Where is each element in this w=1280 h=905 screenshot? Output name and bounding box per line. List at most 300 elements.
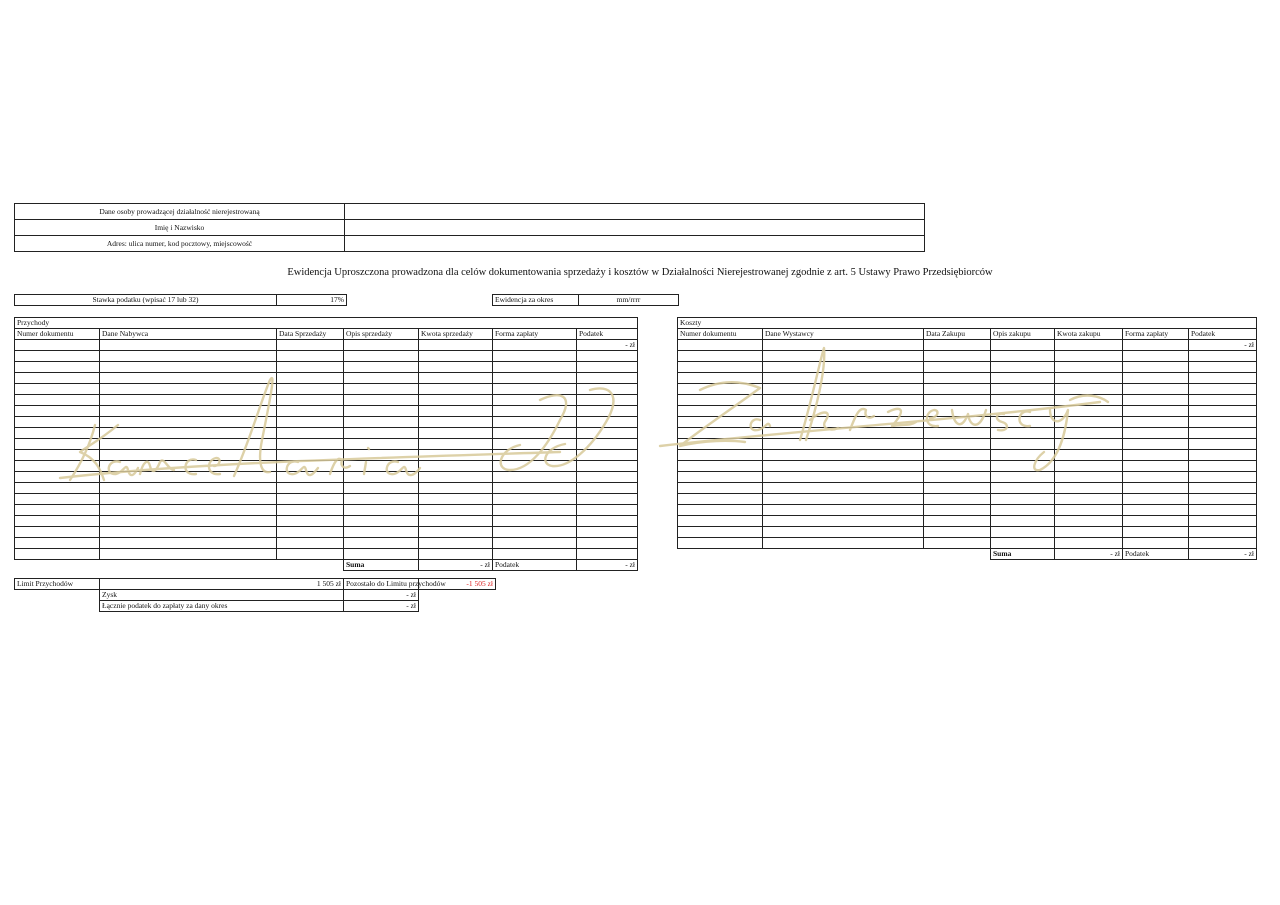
- table-cell[interactable]: [100, 373, 277, 384]
- table-cell[interactable]: [277, 494, 344, 505]
- table-cell[interactable]: [100, 395, 277, 406]
- table-cell[interactable]: [1189, 384, 1257, 395]
- table-cell[interactable]: [924, 461, 991, 472]
- table-cell[interactable]: [15, 428, 100, 439]
- table-cell[interactable]: [1123, 362, 1189, 373]
- table-cell[interactable]: [493, 406, 577, 417]
- table-cell[interactable]: [991, 538, 1055, 549]
- table-cell[interactable]: [924, 417, 991, 428]
- table-cell[interactable]: [344, 527, 419, 538]
- table-cell[interactable]: [1123, 439, 1189, 450]
- table-cell[interactable]: [763, 395, 924, 406]
- table-cell[interactable]: [100, 351, 277, 362]
- table-cell[interactable]: [344, 351, 419, 362]
- table-cell[interactable]: [493, 373, 577, 384]
- table-cell[interactable]: [991, 516, 1055, 527]
- table-cell[interactable]: [991, 395, 1055, 406]
- table-cell[interactable]: [1055, 362, 1123, 373]
- table-cell[interactable]: [678, 483, 763, 494]
- table-cell[interactable]: [277, 527, 344, 538]
- table-cell[interactable]: [678, 538, 763, 549]
- table-cell[interactable]: [678, 527, 763, 538]
- table-cell[interactable]: [577, 505, 638, 516]
- table-cell[interactable]: [991, 505, 1055, 516]
- table-cell[interactable]: [678, 505, 763, 516]
- table-cell[interactable]: [1123, 516, 1189, 527]
- table-cell[interactable]: [678, 406, 763, 417]
- table-cell[interactable]: [577, 373, 638, 384]
- table-cell[interactable]: [1123, 527, 1189, 538]
- table-cell[interactable]: [991, 439, 1055, 450]
- table-cell[interactable]: [1055, 505, 1123, 516]
- table-cell[interactable]: [344, 516, 419, 527]
- table-cell[interactable]: [1055, 450, 1123, 461]
- table-cell[interactable]: [493, 439, 577, 450]
- table-cell[interactable]: [1189, 494, 1257, 505]
- table-cell[interactable]: [344, 461, 419, 472]
- table-cell[interactable]: [100, 483, 277, 494]
- table-cell[interactable]: [1123, 395, 1189, 406]
- table-cell[interactable]: [577, 417, 638, 428]
- table-cell[interactable]: [493, 384, 577, 395]
- table-cell[interactable]: [763, 428, 924, 439]
- table-cell[interactable]: [15, 505, 100, 516]
- table-cell[interactable]: [1055, 472, 1123, 483]
- table-cell[interactable]: [678, 395, 763, 406]
- table-cell[interactable]: [419, 340, 493, 351]
- costs-col-header: Podatek: [1189, 329, 1257, 340]
- table-cell[interactable]: [678, 373, 763, 384]
- table-cell[interactable]: [1055, 406, 1123, 417]
- table-cell[interactable]: [1055, 494, 1123, 505]
- table-cell[interactable]: [277, 439, 344, 450]
- table-cell[interactable]: [15, 373, 100, 384]
- table-cell[interactable]: [344, 483, 419, 494]
- table-cell[interactable]: [100, 527, 277, 538]
- costs-row: [678, 384, 1257, 395]
- table-cell[interactable]: [924, 428, 991, 439]
- table-cell[interactable]: [100, 461, 277, 472]
- table-cell[interactable]: [763, 351, 924, 362]
- table-cell[interactable]: [1123, 351, 1189, 362]
- table-cell[interactable]: [924, 373, 991, 384]
- table-cell[interactable]: [344, 450, 419, 461]
- table-cell[interactable]: [763, 538, 924, 549]
- table-cell[interactable]: [577, 472, 638, 483]
- table-cell[interactable]: [577, 351, 638, 362]
- table-cell[interactable]: [577, 494, 638, 505]
- table-cell[interactable]: [493, 428, 577, 439]
- table-cell[interactable]: [419, 527, 493, 538]
- table-cell[interactable]: [344, 538, 419, 549]
- table-cell[interactable]: [100, 494, 277, 505]
- table-cell[interactable]: [344, 472, 419, 483]
- table-cell[interactable]: [1055, 538, 1123, 549]
- table-cell[interactable]: [493, 483, 577, 494]
- table-cell[interactable]: [678, 450, 763, 461]
- table-cell[interactable]: [493, 362, 577, 373]
- revenue-tax-label: Podatek: [493, 560, 577, 571]
- table-cell[interactable]: [493, 395, 577, 406]
- table-cell[interactable]: [763, 384, 924, 395]
- table-cell[interactable]: [1189, 373, 1257, 384]
- table-cell[interactable]: [924, 384, 991, 395]
- table-cell[interactable]: [1055, 527, 1123, 538]
- owner-info-field[interactable]: [345, 204, 925, 220]
- table-cell[interactable]: [577, 395, 638, 406]
- table-cell[interactable]: [1189, 428, 1257, 439]
- table-cell[interactable]: [678, 362, 763, 373]
- table-cell[interactable]: [924, 516, 991, 527]
- table-cell[interactable]: [277, 516, 344, 527]
- table-cell[interactable]: [991, 483, 1055, 494]
- costs-sum-value: - zł: [1055, 549, 1123, 560]
- table-cell[interactable]: [1189, 472, 1257, 483]
- costs-row: [678, 516, 1257, 527]
- table-cell[interactable]: [419, 505, 493, 516]
- owner-info-label: Dane osoby prowadzącej działalność nierejestrowaną: [15, 204, 345, 220]
- table-cell[interactable]: [763, 373, 924, 384]
- table-cell[interactable]: [678, 461, 763, 472]
- table-cell[interactable]: [419, 538, 493, 549]
- table-cell[interactable]: [344, 406, 419, 417]
- table-cell[interactable]: [15, 417, 100, 428]
- table-cell[interactable]: [1189, 439, 1257, 450]
- table-cell[interactable]: [763, 450, 924, 461]
- table-cell[interactable]: [100, 340, 277, 351]
- revenue-col-header: Podatek: [577, 329, 638, 340]
- table-cell[interactable]: [763, 527, 924, 538]
- table-cell[interactable]: [924, 362, 991, 373]
- table-cell[interactable]: [991, 384, 1055, 395]
- table-cell[interactable]: [493, 417, 577, 428]
- table-cell[interactable]: [577, 549, 638, 560]
- table-cell[interactable]: [277, 384, 344, 395]
- costs-header-row: [678, 329, 1257, 340]
- table-cell[interactable]: [277, 406, 344, 417]
- table-cell[interactable]: [1123, 406, 1189, 417]
- table-cell[interactable]: [763, 483, 924, 494]
- table-cell[interactable]: [419, 351, 493, 362]
- profit-label: Zysk: [100, 590, 344, 601]
- tax-rate-value[interactable]: 17%: [277, 295, 347, 306]
- table-cell[interactable]: [924, 450, 991, 461]
- table-cell[interactable]: [277, 483, 344, 494]
- costs-row: [678, 351, 1257, 362]
- table-cell[interactable]: [991, 461, 1055, 472]
- table-cell[interactable]: [577, 450, 638, 461]
- table-cell[interactable]: [577, 527, 638, 538]
- table-cell[interactable]: [419, 428, 493, 439]
- table-cell[interactable]: [1189, 516, 1257, 527]
- table-cell[interactable]: [419, 516, 493, 527]
- table-cell[interactable]: [419, 406, 493, 417]
- table-cell[interactable]: [1055, 516, 1123, 527]
- table-cell[interactable]: [1123, 340, 1189, 351]
- table-cell[interactable]: [277, 505, 344, 516]
- table-cell[interactable]: [1123, 461, 1189, 472]
- table-cell[interactable]: [15, 483, 100, 494]
- table-cell[interactable]: [344, 395, 419, 406]
- table-cell[interactable]: [419, 362, 493, 373]
- table-cell[interactable]: [277, 373, 344, 384]
- table-cell[interactable]: [419, 461, 493, 472]
- table-cell[interactable]: [924, 472, 991, 483]
- table-cell[interactable]: [991, 417, 1055, 428]
- table-cell[interactable]: [277, 450, 344, 461]
- owner-name-field[interactable]: [345, 220, 925, 236]
- table-cell[interactable]: [493, 527, 577, 538]
- table-cell[interactable]: [577, 362, 638, 373]
- table-cell[interactable]: [1055, 395, 1123, 406]
- table-cell[interactable]: [100, 406, 277, 417]
- table-cell[interactable]: [991, 406, 1055, 417]
- table-cell[interactable]: [419, 549, 493, 560]
- table-cell[interactable]: [1055, 439, 1123, 450]
- table-cell[interactable]: [678, 428, 763, 439]
- table-cell[interactable]: [15, 516, 100, 527]
- table-cell[interactable]: [763, 494, 924, 505]
- table-cell[interactable]: [1055, 461, 1123, 472]
- table-cell[interactable]: [577, 516, 638, 527]
- revenue-row: [15, 549, 638, 560]
- table-cell[interactable]: [1189, 417, 1257, 428]
- table-cell[interactable]: [344, 362, 419, 373]
- table-cell[interactable]: [763, 362, 924, 373]
- table-cell[interactable]: [419, 439, 493, 450]
- table-cell[interactable]: [678, 417, 763, 428]
- table-cell[interactable]: [678, 351, 763, 362]
- table-cell[interactable]: [277, 549, 344, 560]
- table-cell[interactable]: [991, 428, 1055, 439]
- table-cell[interactable]: [991, 340, 1055, 351]
- costs-row: [678, 538, 1257, 549]
- table-cell[interactable]: [991, 472, 1055, 483]
- table-cell[interactable]: [678, 494, 763, 505]
- table-cell[interactable]: [991, 351, 1055, 362]
- table-cell[interactable]: [344, 373, 419, 384]
- table-cell[interactable]: [991, 373, 1055, 384]
- table-cell[interactable]: [577, 538, 638, 549]
- table-cell[interactable]: [763, 505, 924, 516]
- table-cell[interactable]: [924, 483, 991, 494]
- table-cell[interactable]: [344, 428, 419, 439]
- table-cell[interactable]: [1189, 527, 1257, 538]
- table-cell[interactable]: [577, 384, 638, 395]
- costs-row: [678, 373, 1257, 384]
- table-cell[interactable]: [1123, 450, 1189, 461]
- table-cell[interactable]: [1189, 505, 1257, 516]
- table-cell[interactable]: [1123, 472, 1189, 483]
- total-tax-label: Łącznie podatek do zapłaty za dany okres: [100, 601, 344, 612]
- table-cell[interactable]: [15, 351, 100, 362]
- table-cell[interactable]: [763, 417, 924, 428]
- costs-row: [678, 362, 1257, 373]
- table-cell[interactable]: [1189, 395, 1257, 406]
- table-cell[interactable]: [493, 494, 577, 505]
- table-cell[interactable]: [100, 516, 277, 527]
- table-cell[interactable]: [924, 505, 991, 516]
- table-cell[interactable]: [1055, 373, 1123, 384]
- table-cell[interactable]: [344, 439, 419, 450]
- table-cell[interactable]: [577, 483, 638, 494]
- table-cell[interactable]: [344, 417, 419, 428]
- table-cell[interactable]: [763, 472, 924, 483]
- table-cell[interactable]: [419, 450, 493, 461]
- table-cell[interactable]: [991, 450, 1055, 461]
- table-cell[interactable]: [678, 340, 763, 351]
- table-cell[interactable]: [924, 538, 991, 549]
- table-cell[interactable]: [344, 340, 419, 351]
- table-cell[interactable]: [100, 538, 277, 549]
- table-cell[interactable]: [577, 406, 638, 417]
- table-cell[interactable]: [15, 450, 100, 461]
- table-cell[interactable]: [924, 406, 991, 417]
- table-cell[interactable]: [924, 395, 991, 406]
- table-cell[interactable]: [763, 461, 924, 472]
- table-cell[interactable]: [1055, 428, 1123, 439]
- table-cell[interactable]: [15, 384, 100, 395]
- table-cell[interactable]: [344, 494, 419, 505]
- table-cell[interactable]: [344, 505, 419, 516]
- table-cell[interactable]: [678, 384, 763, 395]
- table-cell[interactable]: [15, 549, 100, 560]
- table-cell[interactable]: [493, 472, 577, 483]
- table-cell[interactable]: [15, 461, 100, 472]
- table-cell[interactable]: [1189, 483, 1257, 494]
- table-cell[interactable]: [493, 340, 577, 351]
- table-cell[interactable]: [15, 406, 100, 417]
- table-cell[interactable]: [1123, 538, 1189, 549]
- table-cell[interactable]: [1123, 384, 1189, 395]
- table-cell[interactable]: [493, 351, 577, 362]
- table-cell[interactable]: [1189, 406, 1257, 417]
- table-cell[interactable]: [763, 340, 924, 351]
- table-cell[interactable]: [1123, 483, 1189, 494]
- table-cell[interactable]: [577, 428, 638, 439]
- table-cell[interactable]: [1055, 417, 1123, 428]
- table-cell[interactable]: [678, 439, 763, 450]
- table-cell[interactable]: [1123, 505, 1189, 516]
- table-cell[interactable]: [419, 373, 493, 384]
- table-cell[interactable]: [1189, 362, 1257, 373]
- table-cell[interactable]: [277, 472, 344, 483]
- table-cell[interactable]: [100, 417, 277, 428]
- table-cell[interactable]: [277, 417, 344, 428]
- table-cell[interactable]: [277, 340, 344, 351]
- table-cell[interactable]: [1123, 373, 1189, 384]
- table-cell[interactable]: [100, 428, 277, 439]
- table-cell[interactable]: [763, 516, 924, 527]
- table-cell[interactable]: [1123, 494, 1189, 505]
- table-cell[interactable]: [344, 384, 419, 395]
- table-cell[interactable]: [678, 472, 763, 483]
- table-cell[interactable]: [419, 483, 493, 494]
- table-cell[interactable]: [493, 505, 577, 516]
- table-cell[interactable]: [15, 538, 100, 549]
- table-cell[interactable]: [277, 538, 344, 549]
- table-cell[interactable]: [100, 439, 277, 450]
- table-cell[interactable]: [1123, 417, 1189, 428]
- owner-address-field[interactable]: [345, 236, 925, 252]
- table-cell[interactable]: [924, 494, 991, 505]
- revenue-row: [15, 395, 638, 406]
- revenue-row: [15, 527, 638, 538]
- table-cell[interactable]: [991, 362, 1055, 373]
- table-cell[interactable]: [763, 439, 924, 450]
- table-cell[interactable]: [991, 494, 1055, 505]
- table-cell[interactable]: [277, 395, 344, 406]
- table-cell[interactable]: [924, 351, 991, 362]
- table-cell[interactable]: [344, 549, 419, 560]
- table-cell[interactable]: [577, 439, 638, 450]
- table-cell[interactable]: [419, 494, 493, 505]
- table-cell[interactable]: [1055, 351, 1123, 362]
- table-cell[interactable]: [15, 527, 100, 538]
- table-cell[interactable]: [15, 472, 100, 483]
- table-cell[interactable]: [1055, 340, 1123, 351]
- revenue-row: [15, 417, 638, 428]
- table-cell[interactable]: [493, 461, 577, 472]
- table-cell[interactable]: [419, 395, 493, 406]
- table-cell[interactable]: [493, 549, 577, 560]
- table-cell[interactable]: [678, 516, 763, 527]
- table-cell[interactable]: [493, 538, 577, 549]
- revenue-row: [15, 406, 638, 417]
- table-cell[interactable]: [419, 384, 493, 395]
- table-cell[interactable]: [100, 362, 277, 373]
- limit-row: [15, 579, 496, 590]
- table-cell[interactable]: [1189, 538, 1257, 549]
- table-cell[interactable]: [924, 439, 991, 450]
- table-cell[interactable]: [1055, 483, 1123, 494]
- table-cell[interactable]: [277, 461, 344, 472]
- table-cell[interactable]: [991, 527, 1055, 538]
- table-cell[interactable]: [1055, 384, 1123, 395]
- costs-col-header: Opis zakupu: [991, 329, 1055, 340]
- table-cell[interactable]: [419, 417, 493, 428]
- table-cell[interactable]: [419, 472, 493, 483]
- table-cell[interactable]: [1189, 351, 1257, 362]
- table-cell[interactable]: [15, 439, 100, 450]
- costs-col-header: Data Zakupu: [924, 329, 991, 340]
- table-cell[interactable]: [100, 450, 277, 461]
- table-cell[interactable]: [100, 472, 277, 483]
- table-cell[interactable]: [15, 395, 100, 406]
- table-cell[interactable]: [1189, 450, 1257, 461]
- table-cell[interactable]: [277, 362, 344, 373]
- table-cell[interactable]: [1189, 461, 1257, 472]
- table-cell[interactable]: [577, 461, 638, 472]
- table-cell[interactable]: [924, 340, 991, 351]
- table-cell[interactable]: [100, 505, 277, 516]
- table-cell[interactable]: [15, 340, 100, 351]
- table-cell[interactable]: [763, 406, 924, 417]
- revenue-sum-value: - zł: [419, 560, 493, 571]
- table-cell[interactable]: [15, 494, 100, 505]
- table-cell[interactable]: [924, 527, 991, 538]
- period-value[interactable]: mm/rrrr: [579, 295, 679, 306]
- table-cell[interactable]: [277, 428, 344, 439]
- table-cell[interactable]: [15, 362, 100, 373]
- table-cell[interactable]: [277, 351, 344, 362]
- revenue-row: [15, 516, 638, 527]
- table-cell[interactable]: [100, 549, 277, 560]
- table-cell[interactable]: [493, 450, 577, 461]
- table-cell[interactable]: [100, 384, 277, 395]
- table-cell[interactable]: [493, 516, 577, 527]
- table-cell[interactable]: [1123, 428, 1189, 439]
